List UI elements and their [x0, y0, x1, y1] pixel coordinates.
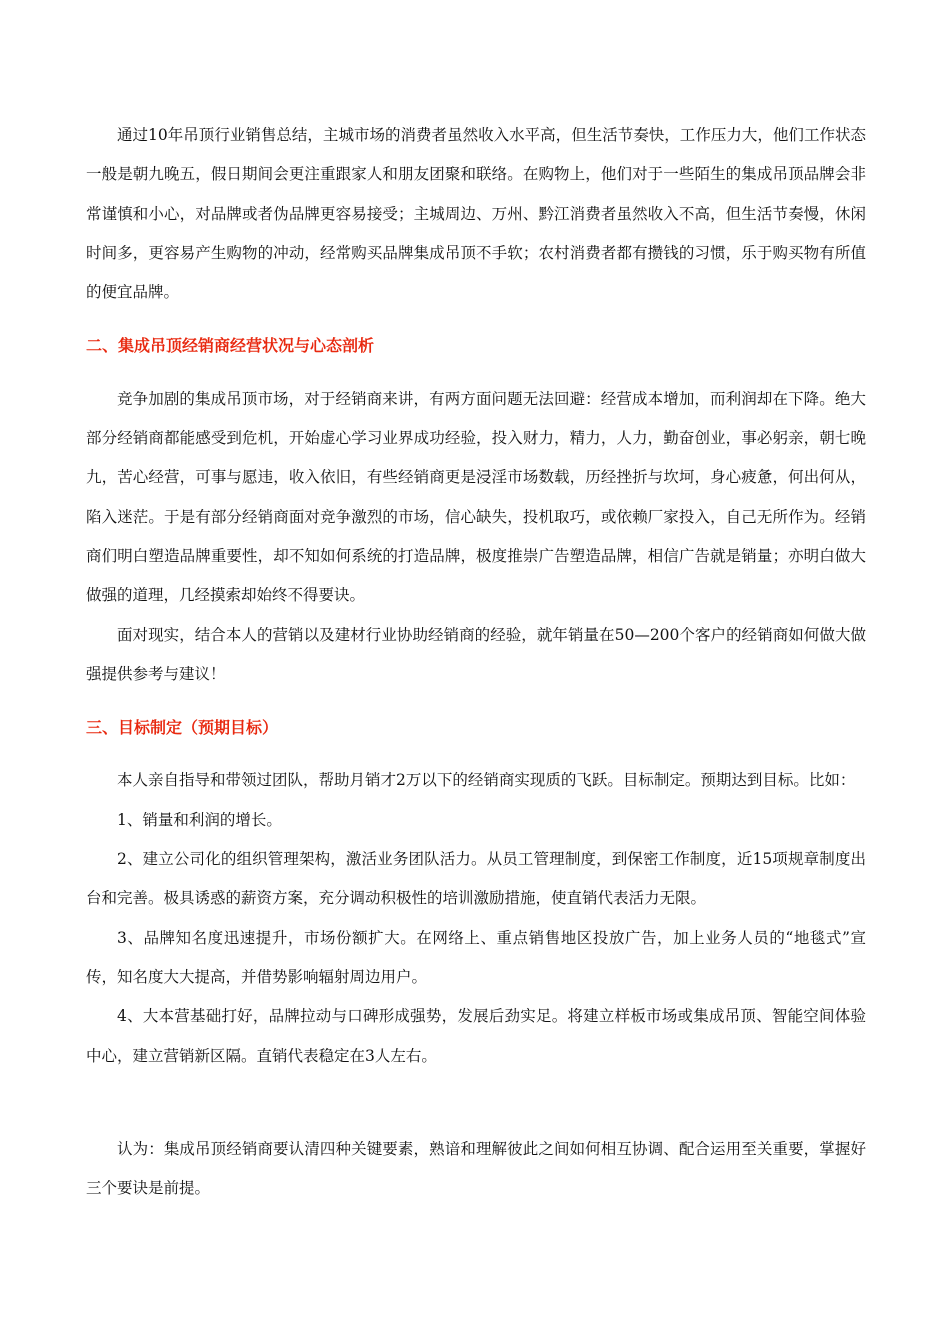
section-3-paragraph: 本人亲自指导和带领过团队，帮助月销才2万以下的经销商实现质的飞跃。目标制定。预期达到目标。比如： — [117, 771, 856, 790]
closing-paragraph: 认为：集成吊顶经销商要认清四种关键要素，熟谙和理解彼此之间如何相互协调、配合运用至关重要，掌握好三个要诀是前提。 — [86, 1139, 866, 1198]
section-heading-3: 三、目标制定（预期目标） — [86, 718, 279, 738]
spacer — [86, 747, 866, 761]
section-2-paragraph-2: 面对现实，结合本人的营销以及建材行业协助经销商的经验，就年销量在50—200个客户的经销商如何做大做强提供参考与建议！ — [86, 625, 866, 683]
list-item: 4、大本营基础打好，品牌拉动与口碑形成强势，发展后劲实足。将建立样板市场或集成吊顶、智能空间体验中心，建立营销新区隔。直销代表稳定在3人左右。 — [86, 1007, 866, 1065]
list-item: 3、品牌知名度迅速提升，市场份额扩大。在网络上、重点销售地区投放广告，加上业务人员的“地毯式”宣传，知名度大大提高，并借势影响辐射周边用户。 — [86, 928, 866, 986]
spacer — [86, 1076, 866, 1130]
section-heading-2: 二、集成吊顶经销商经营状况与心态剖析 — [86, 336, 375, 356]
spacer — [86, 694, 866, 708]
spacer — [86, 312, 866, 326]
list-item: 1、销量和利润的增长。 — [117, 810, 282, 829]
spacer — [86, 366, 866, 380]
section-2-paragraph-1: 竞争加剧的集成吊顶市场，对于经销商来讲，有两方面问题无法回避：经营成本增加，而利润却在下降。绝大部分经销商都能感受到危机，开始虚心学习业界成功经验，投入财力，精力，人力，勤奋创业，事必躬亲，朝七晚九，苦心经营，可事与愿违，收入依旧，有些经销商更是浸淫市场数载，历经挫折与坎坷，身心疲惫，何出何从，陷入迷茫。于是有部分经销商面对竞争激烈的市场，信心缺失，投机取巧，或依赖厂家投入，自己无所作为。经销商们明白塑造品牌重要性，却不知如何系统的打造品牌，极度推崇广告塑造品牌，相信广告就是销量；亦明白做大做强的道理，几经摸索却始终不得要诀。 — [86, 389, 866, 605]
list-item: 2、建立公司化的组织管理架构，激活业务团队活力。从员工管理制度，到保密工作制度，近15项规章制度出台和完善。极具诱惑的薪资方案，充分调动积极性的培训激励措施，使直销代表活力无限。 — [86, 850, 866, 908]
document-page — [86, 116, 866, 1208]
intro-paragraph: 通过10年吊顶行业销售总结，主城市场的消费者虽然收入水平高，但生活节奏快，工作压力大，他们工作状态一般是朝九晚五，假日期间会更注重跟家人和朋友团聚和联络。在购物上，他们对于一些陌生的集成吊顶品牌会非常谨慎和小心，对品牌或者伪品牌更容易接受；主城周边、万州、黔江消费者虽然收入不高，但生活节奏慢，休闲时间多，更容易产生购物的冲动，经常购买品牌集成吊顶不手软；农村消费者都有攒钱的习惯，乐于购买物有所值的便宜品牌。 — [86, 126, 866, 302]
